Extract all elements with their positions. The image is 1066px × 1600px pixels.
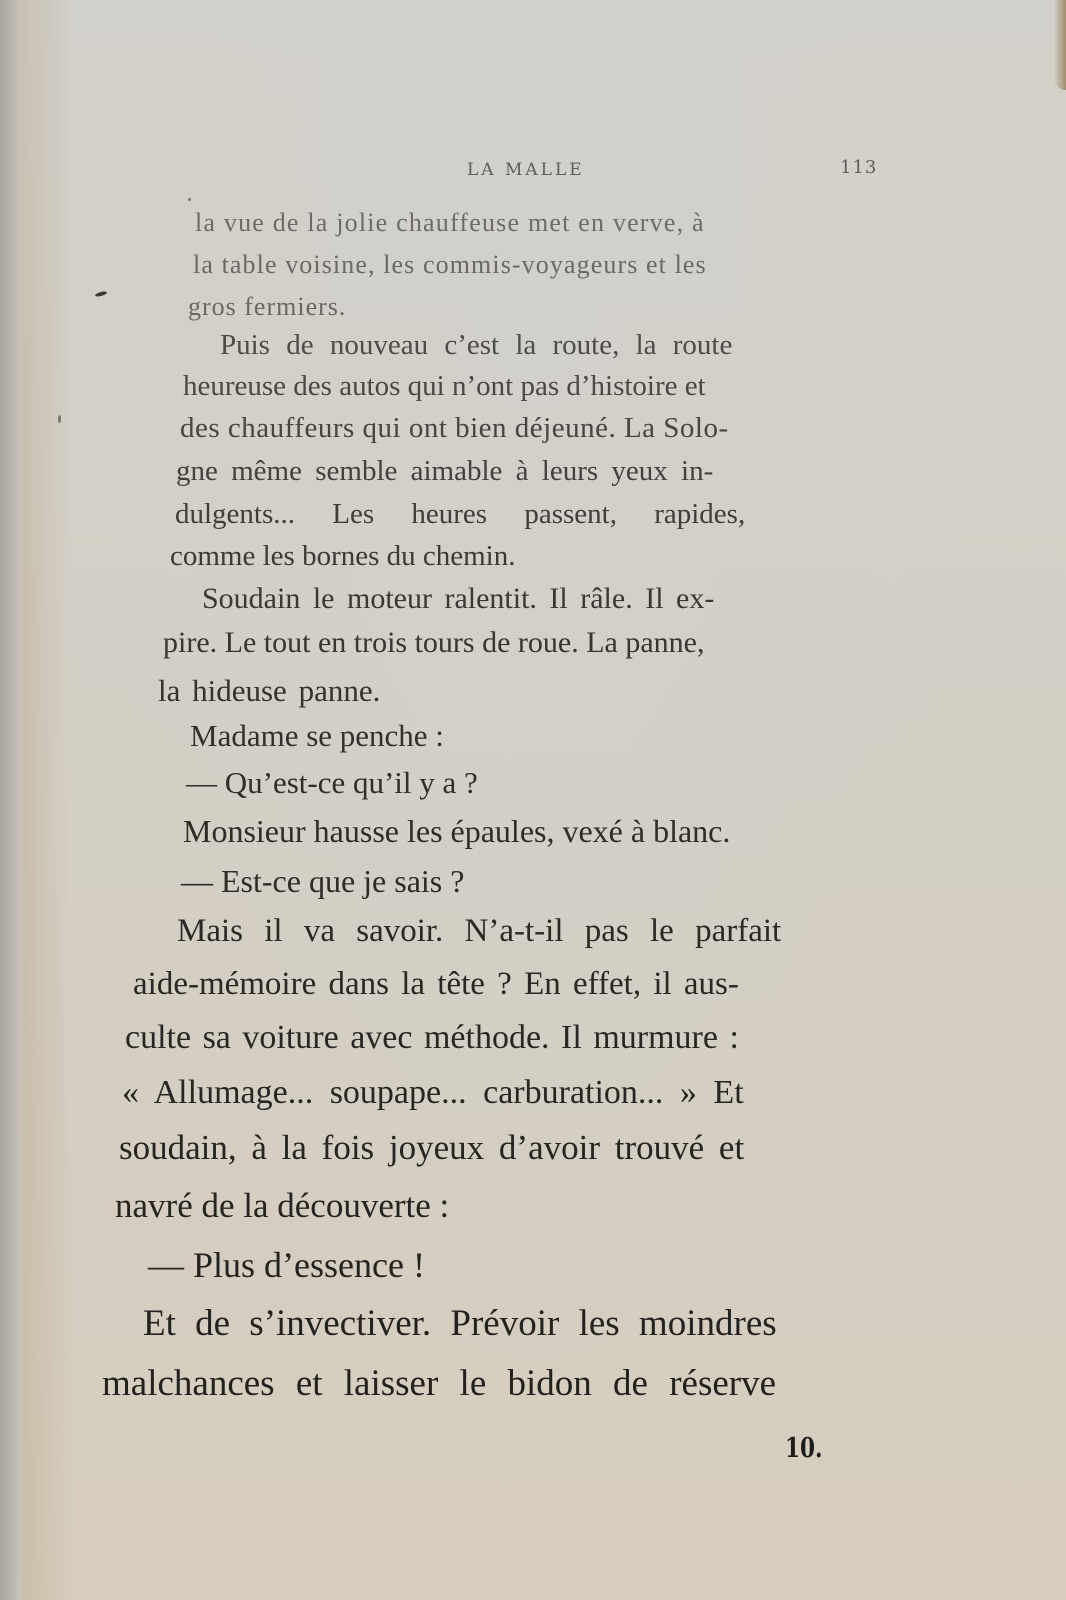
page-number: 113 (840, 157, 878, 178)
text-line: Mais il va savoir. N’a-t-il pas le parfait (177, 913, 782, 949)
text-line: culte sa voiture avec méthode. Il murmure : (125, 1019, 739, 1056)
text-line: dulgents... Les heures passent, rapides, (175, 498, 746, 530)
text-line: Et de s’invectiver. Prévoir les moindres (143, 1303, 777, 1344)
text-line: Puis de nouveau c’est la route, la route (220, 329, 733, 361)
page-gutter (0, 0, 22, 1600)
text-line: Monsieur hausse les épaules, vexé à blanc. (183, 813, 731, 849)
text-line: des chauffeurs qui ont bien déjeuné. La Solo- (180, 412, 729, 444)
text-line: — Plus d’essence ! (148, 1245, 425, 1285)
signature-mark: 10. (785, 1433, 823, 1464)
text-line: pire. Le tout en trois tours de roue. La panne, (163, 626, 705, 659)
ink-speck (188, 198, 191, 201)
text-line: Soudain le moteur ralentit. Il râle. Il ex- (202, 582, 715, 615)
text-line: heureuse des autos qui n’ont pas d’histoire et (183, 370, 706, 402)
gutter-shadow (22, 0, 72, 1600)
page-corner-shadow (1054, 0, 1066, 90)
text-line: comme les bornes du chemin. (170, 540, 516, 572)
ink-speck (95, 291, 108, 298)
text-line: soudain, à la fois joyeux d’avoir trouvé et (119, 1128, 745, 1167)
running-title: LA MALLE (467, 160, 585, 180)
text-line: malchances et laisser le bidon de réserve (102, 1363, 777, 1404)
text-line: — Est-ce que je sais ? (181, 863, 465, 899)
text-line: « Allumage... soupape... carburation... » Et (122, 1074, 744, 1111)
text-line: la hideuse panne. (158, 673, 381, 708)
text-line: — Qu’est-ce qu’il y a ? (186, 765, 478, 800)
text-line: gros fermiers. (188, 292, 347, 321)
text-line: navré de la découverte : (115, 1186, 450, 1225)
text-line: Madame se penche : (190, 718, 444, 753)
text-line: la table voisine, les commis-voyageurs et les (193, 250, 707, 279)
text-line: aide-mémoire dans la tête ? En effet, il aus- (133, 966, 739, 1002)
text-line: la vue de la jolie chauffeuse met en verve, à (195, 208, 705, 237)
text-line: gne même semble aimable à leurs yeux in- (176, 455, 714, 487)
ink-speck (58, 415, 61, 423)
